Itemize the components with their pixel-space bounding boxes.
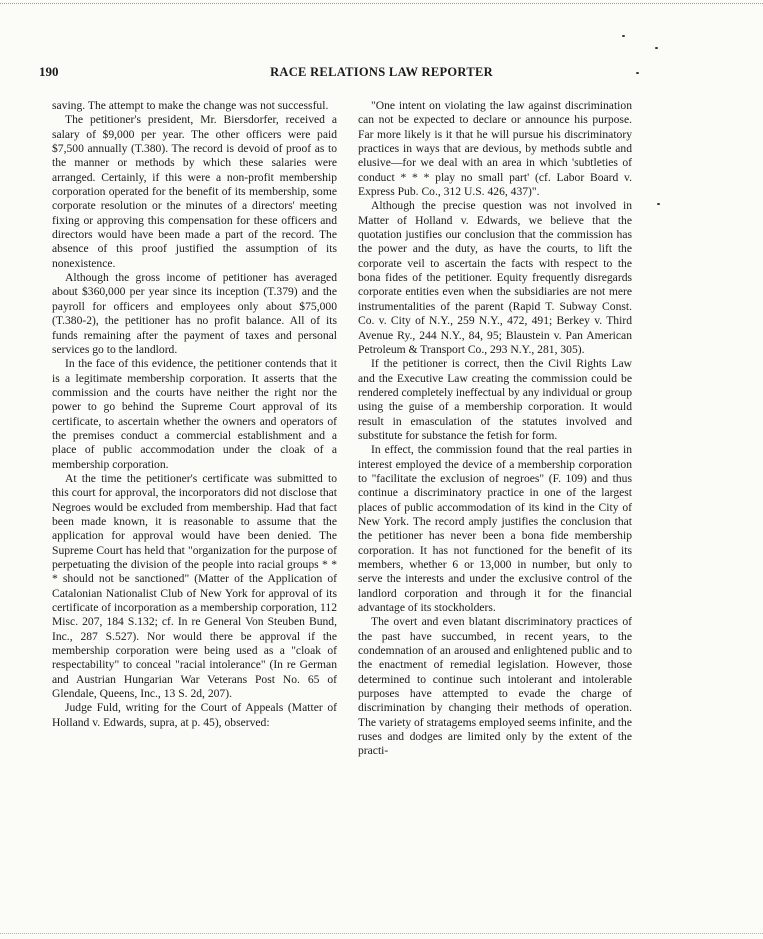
paragraph: In effect, the commission found that the real parties in interest employed the device of a membership corporation to "facilitate the exclusion of negroes" (F. 109) and thus continue a discriminatory practice in one of the largest places of public accommodation of its kind in the City of New York. The record amply justifies the conclusion that the petitioner has never been a bona fide membership corporation. It has not functioned for the benefit of its members, whether 6 or 13,000 in number, but only to serve the interests and under the exclusive control of the landlord corporation and through it for the financial advantage of its stockholders. [358, 443, 632, 615]
paragraph: In the face of this evidence, the petitioner contends that it is a legitimate membership corporation. It asserts that the commission and the courts have neither the right nor the power to go behind the Supreme Court approval of its certificate, to ascertain whether the owners and operators of the premises conduct a commercial establishment and a place of public accommodation under the cloak of a membership corporation. [52, 357, 337, 471]
paragraph: saving. The attempt to make the change was not successful. [52, 99, 329, 112]
scan-speck [655, 47, 658, 49]
paragraph: The overt and even blatant discriminatory practices of the past have succumbed, in recent years, to the condemnation of an aroused and enlightened public and to the enactment of remedial legislation. However, those determined to continue such intolerant and intolerable purposes have attempted to evade the charge of discrimination by changing their methods of operation. The variety of stratagems employed seems infinite, and the ruses and dodges are limited only by the extent of the practi- [358, 615, 632, 758]
scan-speck [622, 35, 625, 37]
scan-speck [657, 203, 660, 205]
paragraph: The petitioner's president, Mr. Biersdorfer, received a salary of $9,000 per year. The other officers were paid $7,500 annually (T.380). The record is devoid of proof as to the manner or methods by which these salaries were arranged. Certainly, if this were a non-profit membership corporation operated for the benefit of its membership, some corporate resolution or the minutes of a directors' meeting fixing or approving this compensation for these officers and directors would have been made a part of the record. The absence of this proof justified the assumption of its nonexistence. [52, 113, 337, 270]
scan-speck [636, 72, 639, 74]
block-quote: "One intent on violating the law against discrimination can not be expected to declare or announce his purpose. Far more likely is it that he will pursue his discriminatory practices in ways that are devious, by methods subtle and elusive—for we deal with an area in which 'subtleties of conduct * * * play no small part' (cf. Labor Board v. Express Pub. Co., 312 U.S. 426, 437)". [358, 99, 632, 199]
paragraph: At the time the petitioner's certificate was submitted to this court for approval, the incorporators did not disclose that Negroes would be excluded from membership. Had that fact been made known, it is reasonable to assume that the application for approval would have been denied. The Supreme Court has held that "organization for the purpose of perpetuating the division of the people into racial groups * * * should not be sanctioned" (Matter of the Application of Catalonian Nationalist Club of New York for approval of its certificate of incorporation as a membership corporation, 112 Misc. 207, 184 S.132; cf. In re General Von Steuben Bund, Inc., 287 S.527). Nor would there be approval if the membership corporation were being used as a "cloak of respectability" to conceal "racial intolerance" (In re German and Austrian Hungarian War Veterans Post No. 65 of Glendale, Queens, Inc., 13 S. 2d, 207). [52, 471, 337, 701]
right-column [358, 99, 632, 759]
scan-edge-top [0, 3, 763, 5]
paragraph: Judge Fuld, writing for the Court of Appeals (Matter of Holland v. Edwards, supra, at p. 45), observed: [52, 701, 337, 729]
left-column [52, 99, 337, 730]
running-head: RACE RELATIONS LAW REPORTER [270, 65, 493, 79]
page-number: 190 [39, 64, 59, 79]
paragraph: Although the precise question was not involved in Matter of Holland v. Edwards, we believe that the quotation justifies our conclusion that the commission has the power and the duty, as have the courts, to lift the corporate veil to ascertain the facts with respect to the bona fides of the petitioner. Equity frequently disregards corporate entities even when the subsidiaries are not mere instrumentalities of the parent (Rapid T. Subway Const. Co. v. City of N.Y., 259 N.Y., 472, 491; Berkey v. Third Avenue Ry., 244 N.Y., 84, 95; Blaustein v. Pan American Petroleum & Transport Co., 293 N.Y., 281, 305). [358, 199, 632, 356]
paragraph: If the petitioner is correct, then the Civil Rights Law and the Executive Law creating the commission could be rendered completely ineffectual by any individual or group using the guise of a membership corporation. It would result in emasculation of the statutes involved and substitute for substance the fetish for form. [358, 357, 632, 442]
paragraph: Although the gross income of petitioner has averaged about $360,000 per year since its inception (T.379) and the payroll for officers and employees only about $75,000 (T.380-2), the petitioner has no profit balance. All of its funds remaining after the payment of taxes and personal services go to the landlord. [52, 271, 337, 356]
scan-edge-bottom [0, 933, 763, 935]
